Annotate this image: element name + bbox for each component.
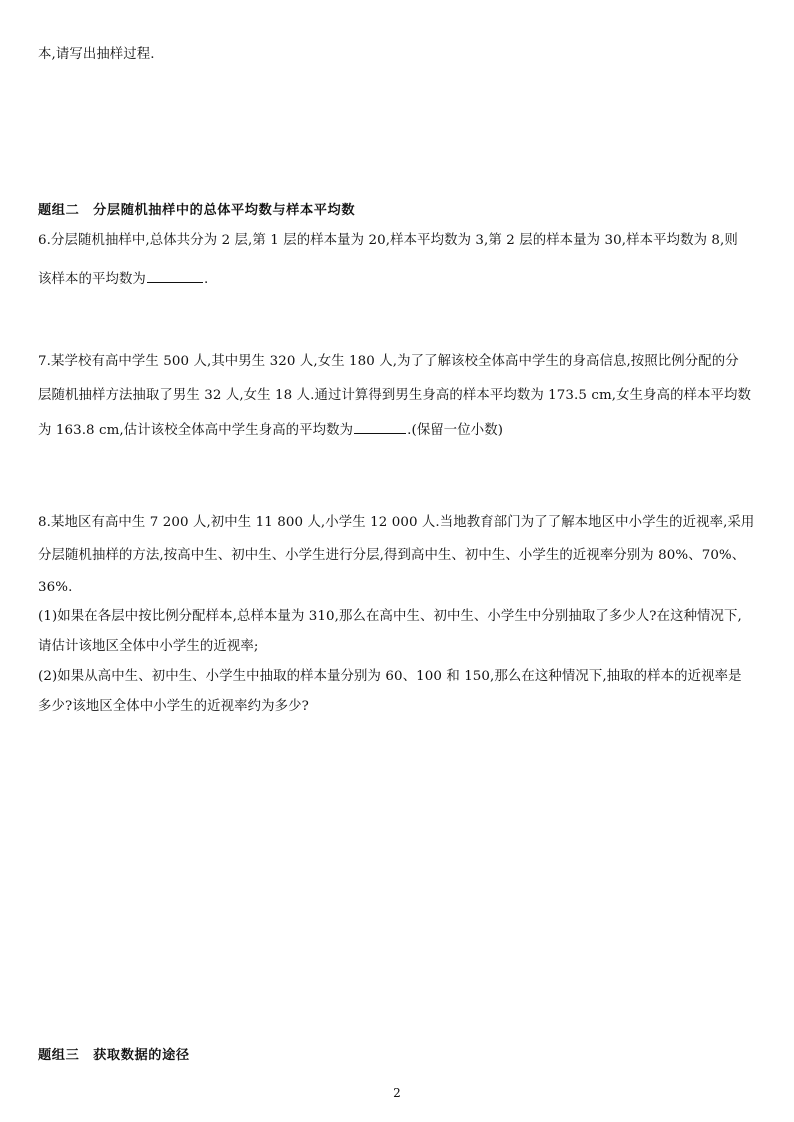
question-8-line-2: 分层随机抽样的方法,按高中生、初中生、小学生进行分层,得到高中生、初中生、小学生的近视率分别为 80%、70%、 [38,548,746,563]
question-6-text: 该样本的平均数为 [38,272,146,287]
question-8-line-1: 8.某地区有高中生 7 200 人,初中生 11 800 人,小学生 12 000 人.当地教育部门为了了解本地区中小学生的近视率,采用 [38,515,755,530]
section-heading-group2: 题组二 分层随机抽样中的总体平均数与样本平均数 [38,203,356,218]
question-8-line-3: 36%. [38,580,73,595]
question-7-line-3 [38,419,503,441]
question-6-line-2 [38,268,208,290]
section-heading-group3: 题组三 获取数据的途径 [38,1048,190,1063]
question-8-part-2-line-2: 多少?该地区全体中小学生的近视率约为多少? [38,699,309,714]
carryover-text: 本,请写出抽样过程. [38,47,155,62]
page-number: 2 [393,1086,401,1100]
question-7-line-1: 7.某学校有高中学生 500 人,其中男生 320 人,女生 180 人,为了了解该校全体高中学生的身高信息,按照比例分配的分 [38,354,739,369]
answer-blank[interactable] [147,268,203,283]
question-6-line-1: 6.分层随机抽样中,总体共分为 2 层,第 1 层的样本量为 20,样本平均数为 3,第 2 层的样本量为 30,样本平均数为 8,则 [38,233,738,248]
question-7-text: 为 163.8 cm,估计该校全体高中学生身高的平均数为 [38,423,354,438]
answer-blank[interactable] [354,419,406,434]
question-6-period: . [203,272,209,287]
question-8-part-2-line-1: (2)如果从高中生、初中生、小学生中抽取的样本量分别为 60、100 和 150,那么在这种情况下,抽取的样本的近视率是 [38,669,742,684]
question-7-note: .(保留一位小数) [407,423,504,438]
question-8-part-1-line-1: (1)如果在各层中按比例分配样本,总样本量为 310,那么在高中生、初中生、小学生中分别抽取了多少人?在这种情况下, [38,609,742,624]
question-8-part-1-line-2: 请估计该地区全体中小学生的近视率; [38,639,259,654]
question-7-line-2: 层随机抽样方法抽取了男生 32 人,女生 18 人.通过计算得到男生身高的样本平均数为 173.5 cm,女生身高的样本平均数 [38,388,752,403]
